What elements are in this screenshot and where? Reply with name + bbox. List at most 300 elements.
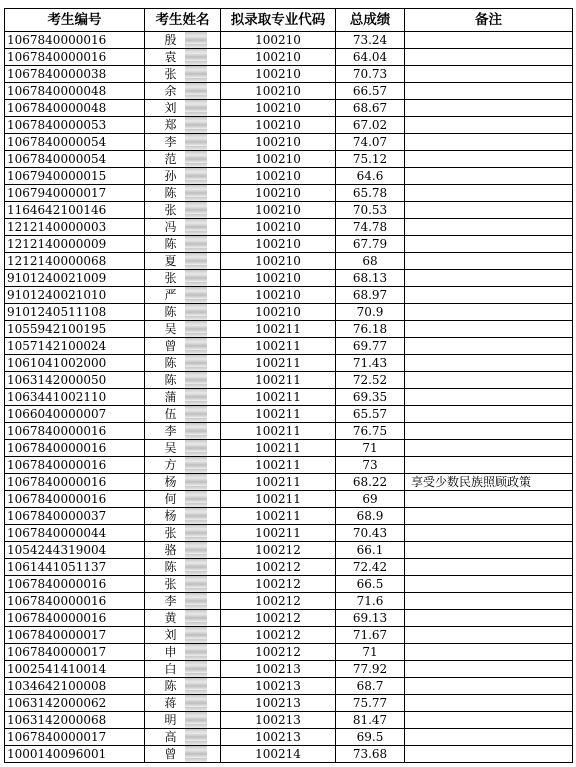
total-score-cell: 68 bbox=[336, 253, 405, 270]
total-score-cell: 68.9 bbox=[336, 508, 405, 525]
candidate-name-cell bbox=[145, 610, 221, 627]
name-privacy-mask bbox=[185, 491, 207, 507]
major-code-cell: 100212 bbox=[221, 610, 336, 627]
candidate-id-cell: 1061041002000 bbox=[5, 355, 145, 372]
candidate-id-cell: 9101240021010 bbox=[5, 287, 145, 304]
remarks-cell bbox=[405, 627, 573, 644]
major-code-cell: 100213 bbox=[221, 712, 336, 729]
candidate-name-cell bbox=[145, 423, 221, 440]
total-score-cell: 76.75 bbox=[336, 423, 405, 440]
table-row bbox=[5, 100, 573, 117]
major-code-cell: 100213 bbox=[221, 661, 336, 678]
remarks-cell bbox=[405, 610, 573, 627]
name-privacy-mask bbox=[185, 746, 207, 762]
candidate-id-cell: 1067840000016 bbox=[5, 610, 145, 627]
name-privacy-mask bbox=[185, 644, 207, 660]
name-privacy-mask bbox=[185, 134, 207, 150]
remarks-cell bbox=[405, 287, 573, 304]
major-code-cell: 100210 bbox=[221, 83, 336, 100]
candidate-name-text: 孙 bbox=[164, 169, 177, 183]
candidate-id-cell: 1054244319004 bbox=[5, 542, 145, 559]
candidate-id-cell: 1212140000003 bbox=[5, 219, 145, 236]
candidate-id-cell: 1067840000053 bbox=[5, 117, 145, 134]
major-code-cell: 100210 bbox=[221, 117, 336, 134]
candidate-name-text: 陈 bbox=[164, 679, 177, 693]
candidate-id-cell: 1034642100008 bbox=[5, 678, 145, 695]
name-privacy-mask bbox=[185, 593, 207, 609]
total-score-cell: 71.43 bbox=[336, 355, 405, 372]
name-privacy-mask bbox=[185, 236, 207, 252]
major-code-cell: 100211 bbox=[221, 457, 336, 474]
candidate-name-cell bbox=[145, 576, 221, 593]
total-score-cell: 70.53 bbox=[336, 202, 405, 219]
name-privacy-mask bbox=[185, 117, 207, 133]
table-row bbox=[5, 508, 573, 525]
candidate-name-cell bbox=[145, 457, 221, 474]
major-code-cell: 100210 bbox=[221, 236, 336, 253]
major-code-cell: 100210 bbox=[221, 49, 336, 66]
table-row bbox=[5, 202, 573, 219]
candidate-name-text: 蒲 bbox=[164, 390, 177, 404]
candidate-id-cell: 1067840000016 bbox=[5, 491, 145, 508]
candidate-name-text: 陈 bbox=[164, 560, 177, 574]
name-privacy-mask bbox=[185, 695, 207, 711]
major-code-cell: 100210 bbox=[221, 66, 336, 83]
remarks-cell bbox=[405, 423, 573, 440]
candidate-id-cell: 1067840000016 bbox=[5, 457, 145, 474]
candidate-name-cell bbox=[145, 202, 221, 219]
candidate-name-cell bbox=[145, 542, 221, 559]
candidate-name-cell bbox=[145, 678, 221, 695]
candidate-id-cell: 1067840000037 bbox=[5, 508, 145, 525]
candidate-id-cell: 1067840000054 bbox=[5, 151, 145, 168]
candidate-name-text: 方 bbox=[164, 458, 177, 472]
major-code-cell: 100211 bbox=[221, 474, 336, 491]
candidate-name-cell bbox=[145, 117, 221, 134]
total-score-cell: 66.57 bbox=[336, 83, 405, 100]
total-score-cell: 67.02 bbox=[336, 117, 405, 134]
candidate-id-cell: 1212140000009 bbox=[5, 236, 145, 253]
name-privacy-mask bbox=[185, 576, 207, 592]
table-row bbox=[5, 287, 573, 304]
table-row bbox=[5, 678, 573, 695]
major-code-cell: 100210 bbox=[221, 287, 336, 304]
candidate-name-text: 张 bbox=[164, 271, 177, 285]
remarks-cell bbox=[405, 542, 573, 559]
name-privacy-mask bbox=[185, 168, 207, 184]
candidate-id-cell: 1067840000038 bbox=[5, 66, 145, 83]
candidate-id-cell: 9101240511108 bbox=[5, 304, 145, 321]
candidate-name-cell bbox=[145, 508, 221, 525]
header-row bbox=[5, 9, 573, 32]
table-row bbox=[5, 525, 573, 542]
total-score-cell: 73.24 bbox=[336, 32, 405, 49]
table-row bbox=[5, 168, 573, 185]
name-privacy-mask bbox=[185, 49, 207, 65]
name-privacy-mask bbox=[185, 440, 207, 456]
candidate-name-text: 夏 bbox=[164, 254, 177, 268]
total-score-cell: 64.6 bbox=[336, 168, 405, 185]
major-code-cell: 100213 bbox=[221, 729, 336, 746]
table-row bbox=[5, 219, 573, 236]
candidate-id-cell: 1057142100024 bbox=[5, 338, 145, 355]
remarks-cell bbox=[405, 202, 573, 219]
name-privacy-mask bbox=[185, 508, 207, 524]
total-score-cell: 73.68 bbox=[336, 746, 405, 763]
candidate-id-cell: 1063142000062 bbox=[5, 695, 145, 712]
header-candidate-name: 考生姓名 bbox=[145, 9, 221, 32]
candidate-id-cell: 1000140096001 bbox=[5, 746, 145, 763]
total-score-cell: 75.12 bbox=[336, 151, 405, 168]
name-privacy-mask bbox=[185, 32, 207, 48]
major-code-cell: 100210 bbox=[221, 270, 336, 287]
candidate-name-cell bbox=[145, 440, 221, 457]
total-score-cell: 71.67 bbox=[336, 627, 405, 644]
total-score-cell: 74.07 bbox=[336, 134, 405, 151]
name-privacy-mask bbox=[185, 372, 207, 388]
candidate-id-cell: 1067840000016 bbox=[5, 49, 145, 66]
candidate-name-cell bbox=[145, 661, 221, 678]
remarks-cell bbox=[405, 321, 573, 338]
table-row bbox=[5, 66, 573, 83]
major-code-cell: 100210 bbox=[221, 304, 336, 321]
candidate-name-cell bbox=[145, 355, 221, 372]
major-code-cell: 100211 bbox=[221, 389, 336, 406]
candidate-id-cell: 1212140000068 bbox=[5, 253, 145, 270]
name-privacy-mask bbox=[185, 559, 207, 575]
remarks-cell bbox=[405, 304, 573, 321]
total-score-cell: 75.77 bbox=[336, 695, 405, 712]
name-privacy-mask bbox=[185, 729, 207, 745]
name-privacy-mask bbox=[185, 338, 207, 354]
total-score-cell: 68.7 bbox=[336, 678, 405, 695]
name-privacy-mask bbox=[185, 678, 207, 694]
table-row bbox=[5, 117, 573, 134]
remarks-cell bbox=[405, 151, 573, 168]
total-score-cell: 69.77 bbox=[336, 338, 405, 355]
major-code-cell: 100210 bbox=[221, 253, 336, 270]
table-row bbox=[5, 151, 573, 168]
candidate-name-cell bbox=[145, 151, 221, 168]
remarks-cell bbox=[405, 168, 573, 185]
candidate-name-text: 陈 bbox=[164, 356, 177, 370]
candidate-name-text: 范 bbox=[164, 152, 177, 166]
candidate-name-text: 李 bbox=[164, 424, 177, 438]
candidate-id-cell: 1063142000068 bbox=[5, 712, 145, 729]
table-row bbox=[5, 389, 573, 406]
candidate-name-cell bbox=[145, 321, 221, 338]
table-row bbox=[5, 542, 573, 559]
table-row bbox=[5, 440, 573, 457]
major-code-cell: 100212 bbox=[221, 593, 336, 610]
name-privacy-mask bbox=[185, 542, 207, 558]
name-privacy-mask bbox=[185, 627, 207, 643]
major-code-cell: 100212 bbox=[221, 644, 336, 661]
remarks-cell bbox=[405, 746, 573, 763]
candidate-id-cell: 1067840000016 bbox=[5, 474, 145, 491]
major-code-cell: 100211 bbox=[221, 491, 336, 508]
candidate-name-cell bbox=[145, 406, 221, 423]
candidate-name-text: 张 bbox=[164, 203, 177, 217]
candidate-name-text: 李 bbox=[164, 135, 177, 149]
candidate-name-text: 刘 bbox=[164, 101, 177, 115]
candidate-id-cell: 1002541410014 bbox=[5, 661, 145, 678]
candidate-id-cell: 1067840000016 bbox=[5, 593, 145, 610]
total-score-cell: 68.97 bbox=[336, 287, 405, 304]
candidate-name-text: 吴 bbox=[164, 322, 177, 336]
total-score-cell: 70.73 bbox=[336, 66, 405, 83]
candidate-id-cell: 1066040000007 bbox=[5, 406, 145, 423]
candidate-name-cell bbox=[145, 338, 221, 355]
candidate-name-cell bbox=[145, 236, 221, 253]
major-code-cell: 100211 bbox=[221, 440, 336, 457]
candidate-name-text: 明 bbox=[164, 713, 177, 727]
candidate-name-cell bbox=[145, 746, 221, 763]
candidate-name-text: 陈 bbox=[164, 305, 177, 319]
candidate-name-text: 严 bbox=[164, 288, 177, 302]
remarks-cell bbox=[405, 440, 573, 457]
total-score-cell: 66.5 bbox=[336, 576, 405, 593]
name-privacy-mask bbox=[185, 83, 207, 99]
table-row bbox=[5, 712, 573, 729]
major-code-cell: 100213 bbox=[221, 678, 336, 695]
name-privacy-mask bbox=[185, 270, 207, 286]
name-privacy-mask bbox=[185, 219, 207, 235]
admission-table bbox=[4, 8, 573, 763]
total-score-cell: 70.43 bbox=[336, 525, 405, 542]
total-score-cell: 68.67 bbox=[336, 100, 405, 117]
name-privacy-mask bbox=[185, 389, 207, 405]
candidate-id-cell: 1063142000050 bbox=[5, 372, 145, 389]
remarks-cell bbox=[405, 559, 573, 576]
candidate-name-text: 张 bbox=[164, 577, 177, 591]
remarks-cell bbox=[405, 32, 573, 49]
name-privacy-mask bbox=[185, 355, 207, 371]
remarks-cell: 享受少数民族照顾政策 bbox=[405, 474, 573, 491]
header-remarks: 备注 bbox=[405, 9, 573, 32]
candidate-name-cell bbox=[145, 185, 221, 202]
table-row bbox=[5, 627, 573, 644]
total-score-cell: 66.1 bbox=[336, 542, 405, 559]
candidate-id-cell: 1055942100195 bbox=[5, 321, 145, 338]
candidate-name-cell bbox=[145, 474, 221, 491]
candidate-name-text: 刘 bbox=[164, 628, 177, 642]
table-row bbox=[5, 559, 573, 576]
remarks-cell bbox=[405, 525, 573, 542]
name-privacy-mask bbox=[185, 423, 207, 439]
candidate-name-text: 吴 bbox=[164, 441, 177, 455]
candidate-name-cell bbox=[145, 695, 221, 712]
major-code-cell: 100211 bbox=[221, 321, 336, 338]
table-row bbox=[5, 423, 573, 440]
total-score-cell: 64.04 bbox=[336, 49, 405, 66]
candidate-id-cell: 1061441051137 bbox=[5, 559, 145, 576]
candidate-name-text: 袁 bbox=[164, 50, 177, 64]
table-row bbox=[5, 406, 573, 423]
table-row bbox=[5, 610, 573, 627]
total-score-cell: 72.42 bbox=[336, 559, 405, 576]
remarks-cell bbox=[405, 66, 573, 83]
candidate-name-cell bbox=[145, 270, 221, 287]
table-row bbox=[5, 32, 573, 49]
major-code-cell: 100214 bbox=[221, 746, 336, 763]
name-privacy-mask bbox=[185, 202, 207, 218]
remarks-cell bbox=[405, 593, 573, 610]
candidate-name-text: 冯 bbox=[164, 220, 177, 234]
major-code-cell: 100210 bbox=[221, 185, 336, 202]
candidate-id-cell: 1067840000017 bbox=[5, 644, 145, 661]
total-score-cell: 72.52 bbox=[336, 372, 405, 389]
candidate-name-cell bbox=[145, 168, 221, 185]
remarks-cell bbox=[405, 49, 573, 66]
candidate-name-text: 骆 bbox=[164, 543, 177, 557]
candidate-id-cell: 1067840000048 bbox=[5, 83, 145, 100]
total-score-cell: 69.5 bbox=[336, 729, 405, 746]
major-code-cell: 100211 bbox=[221, 525, 336, 542]
name-privacy-mask bbox=[185, 406, 207, 422]
name-privacy-mask bbox=[185, 151, 207, 167]
candidate-name-text: 余 bbox=[164, 84, 177, 98]
candidate-id-cell: 1063441002110 bbox=[5, 389, 145, 406]
name-privacy-mask bbox=[185, 304, 207, 320]
table-row bbox=[5, 576, 573, 593]
candidate-name-text: 李 bbox=[164, 594, 177, 608]
total-score-cell: 70.9 bbox=[336, 304, 405, 321]
remarks-cell bbox=[405, 236, 573, 253]
table-row bbox=[5, 474, 573, 491]
candidate-name-cell bbox=[145, 372, 221, 389]
candidate-name-cell bbox=[145, 219, 221, 236]
major-code-cell: 100211 bbox=[221, 423, 336, 440]
name-privacy-mask bbox=[185, 185, 207, 201]
total-score-cell: 69.13 bbox=[336, 610, 405, 627]
candidate-name-cell bbox=[145, 559, 221, 576]
total-score-cell: 71.6 bbox=[336, 593, 405, 610]
remarks-cell bbox=[405, 355, 573, 372]
candidate-name-cell bbox=[145, 83, 221, 100]
remarks-cell bbox=[405, 406, 573, 423]
table-row bbox=[5, 134, 573, 151]
remarks-cell bbox=[405, 253, 573, 270]
total-score-cell: 71 bbox=[336, 644, 405, 661]
candidate-name-text: 曾 bbox=[164, 747, 177, 761]
remarks-cell bbox=[405, 712, 573, 729]
candidate-id-cell: 1067840000048 bbox=[5, 100, 145, 117]
name-privacy-mask bbox=[185, 610, 207, 626]
candidate-id-cell: 1067840000054 bbox=[5, 134, 145, 151]
total-score-cell: 76.18 bbox=[336, 321, 405, 338]
remarks-cell bbox=[405, 389, 573, 406]
remarks-cell bbox=[405, 729, 573, 746]
candidate-name-cell bbox=[145, 525, 221, 542]
name-privacy-mask bbox=[185, 474, 207, 490]
candidate-name-text: 陈 bbox=[164, 186, 177, 200]
remarks-cell bbox=[405, 338, 573, 355]
name-privacy-mask bbox=[185, 66, 207, 82]
candidate-name-text: 张 bbox=[164, 526, 177, 540]
table-row bbox=[5, 304, 573, 321]
candidate-id-cell: 1067840000016 bbox=[5, 576, 145, 593]
major-code-cell: 100213 bbox=[221, 695, 336, 712]
total-score-cell: 68.22 bbox=[336, 474, 405, 491]
table-row bbox=[5, 270, 573, 287]
candidate-id-cell: 1067940000015 bbox=[5, 168, 145, 185]
remarks-cell bbox=[405, 134, 573, 151]
remarks-cell bbox=[405, 185, 573, 202]
header-candidate-id: 考生编号 bbox=[5, 9, 145, 32]
candidate-id-cell: 1067840000016 bbox=[5, 423, 145, 440]
major-code-cell: 100210 bbox=[221, 151, 336, 168]
candidate-name-text: 伍 bbox=[164, 407, 177, 421]
total-score-cell: 81.47 bbox=[336, 712, 405, 729]
remarks-cell bbox=[405, 372, 573, 389]
candidate-name-cell bbox=[145, 49, 221, 66]
table-row bbox=[5, 457, 573, 474]
table-row bbox=[5, 695, 573, 712]
major-code-cell: 100211 bbox=[221, 338, 336, 355]
table-row bbox=[5, 661, 573, 678]
major-code-cell: 100210 bbox=[221, 168, 336, 185]
candidate-id-cell: 1067940000017 bbox=[5, 185, 145, 202]
major-code-cell: 100211 bbox=[221, 372, 336, 389]
major-code-cell: 100210 bbox=[221, 32, 336, 49]
candidate-name-cell bbox=[145, 729, 221, 746]
candidate-name-text: 殷 bbox=[164, 33, 177, 47]
candidate-id-cell: 1067840000017 bbox=[5, 627, 145, 644]
candidate-name-cell bbox=[145, 66, 221, 83]
total-score-cell: 69 bbox=[336, 491, 405, 508]
remarks-cell bbox=[405, 83, 573, 100]
candidate-id-cell: 1067840000044 bbox=[5, 525, 145, 542]
remarks-cell bbox=[405, 678, 573, 695]
major-code-cell: 100210 bbox=[221, 100, 336, 117]
major-code-cell: 100212 bbox=[221, 542, 336, 559]
candidate-name-text: 杨 bbox=[164, 509, 177, 523]
candidate-name-cell bbox=[145, 644, 221, 661]
candidate-name-cell bbox=[145, 287, 221, 304]
candidate-name-text: 申 bbox=[164, 645, 177, 659]
candidate-name-cell bbox=[145, 304, 221, 321]
candidate-name-text: 白 bbox=[164, 662, 177, 676]
major-code-cell: 100210 bbox=[221, 219, 336, 236]
total-score-cell: 74.78 bbox=[336, 219, 405, 236]
total-score-cell: 68.13 bbox=[336, 270, 405, 287]
candidate-name-text: 陈 bbox=[164, 237, 177, 251]
candidate-name-cell bbox=[145, 593, 221, 610]
remarks-cell bbox=[405, 491, 573, 508]
candidate-name-cell bbox=[145, 134, 221, 151]
table-row bbox=[5, 729, 573, 746]
remarks-cell bbox=[405, 661, 573, 678]
name-privacy-mask bbox=[185, 661, 207, 677]
candidate-id-cell: 1067840000016 bbox=[5, 32, 145, 49]
candidate-name-text: 曾 bbox=[164, 339, 177, 353]
candidate-name-text: 杨 bbox=[164, 475, 177, 489]
candidate-name-text: 陈 bbox=[164, 373, 177, 387]
total-score-cell: 73 bbox=[336, 457, 405, 474]
candidate-name-text: 黄 bbox=[164, 611, 177, 625]
candidate-id-cell: 1067840000016 bbox=[5, 440, 145, 457]
candidate-id-cell: 1164642100146 bbox=[5, 202, 145, 219]
major-code-cell: 100210 bbox=[221, 134, 336, 151]
candidate-name-text: 郑 bbox=[164, 118, 177, 132]
remarks-cell bbox=[405, 644, 573, 661]
remarks-cell bbox=[405, 270, 573, 287]
candidate-name-text: 张 bbox=[164, 67, 177, 81]
name-privacy-mask bbox=[185, 321, 207, 337]
table-row bbox=[5, 644, 573, 661]
table-row bbox=[5, 372, 573, 389]
